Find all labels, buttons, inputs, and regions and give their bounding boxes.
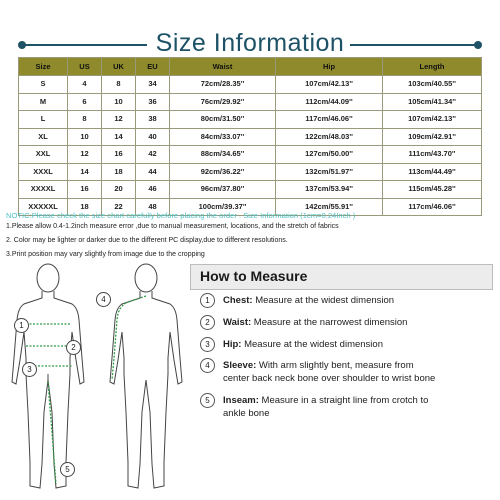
measure-item-inseam xyxy=(200,393,428,419)
size-table-cell: 10 xyxy=(102,93,136,111)
back-body-figure xyxy=(102,262,190,498)
size-table-cell: 16 xyxy=(102,146,136,164)
header-waist: Waist xyxy=(170,58,276,76)
title-dot-right xyxy=(474,41,482,49)
callout-3: 3 xyxy=(22,362,37,377)
size-table-row xyxy=(19,93,482,111)
title-line-right xyxy=(350,44,478,46)
header-length: Length xyxy=(383,58,482,76)
size-table-cell: 12 xyxy=(102,111,136,129)
size-table-row xyxy=(19,76,482,94)
measure-text: Measure at the narrowest dimension xyxy=(251,317,408,329)
size-table-cell: 122cm/48.03'' xyxy=(276,128,383,146)
size-table-row xyxy=(19,163,482,181)
size-table-cell: 36 xyxy=(136,93,170,111)
note-2: 2. Color may be lighter or darker due to the different PC display,due to different resolutions. xyxy=(6,237,288,244)
number-2-icon: 2 xyxy=(200,315,215,330)
size-table-cell: 100cm/39.37'' xyxy=(170,198,276,216)
number-4-icon: 4 xyxy=(200,358,215,373)
number-1-icon: 1 xyxy=(200,293,215,308)
measure-item-waist xyxy=(200,315,407,330)
size-table-cell: 20 xyxy=(102,181,136,199)
size-table-row xyxy=(19,128,482,146)
size-table-cell: 38 xyxy=(136,111,170,129)
size-table-cell: L xyxy=(19,111,68,129)
measure-label: Chest: xyxy=(223,295,253,307)
size-table-cell: 84cm/33.07'' xyxy=(170,128,276,146)
size-table-cell: 109cm/42.91'' xyxy=(383,128,482,146)
measure-label: Hip: xyxy=(223,339,242,351)
size-table-cell: 44 xyxy=(136,163,170,181)
header-us: US xyxy=(68,58,102,76)
header-hip: Hip xyxy=(276,58,383,76)
callout-4: 4 xyxy=(96,292,111,307)
size-table-cell: 12 xyxy=(68,146,102,164)
size-table-cell: 16 xyxy=(68,181,102,199)
size-table-cell: 115cm/45.28'' xyxy=(383,181,482,199)
size-table-cell: XXXXL xyxy=(19,181,68,199)
size-table-cell: 8 xyxy=(68,111,102,129)
size-table-cell: 22 xyxy=(102,198,136,216)
measure-text: With arm slightly bent, measure from xyxy=(256,360,414,372)
size-table-cell: 142cm/55.91'' xyxy=(276,198,383,216)
size-table-cell: 92cm/36.22'' xyxy=(170,163,276,181)
size-table-body xyxy=(19,76,482,216)
size-table-row xyxy=(19,146,482,164)
size-table-cell: 18 xyxy=(68,198,102,216)
size-table xyxy=(18,57,482,216)
measure-item-sleeve xyxy=(200,358,435,384)
size-table-cell: M xyxy=(19,93,68,111)
size-table-cell: 103cm/40.55'' xyxy=(383,76,482,94)
size-table-cell: 107cm/42.13'' xyxy=(276,76,383,94)
header-eu: EU xyxy=(136,58,170,76)
size-table-cell: 96cm/37.80'' xyxy=(170,181,276,199)
size-table-cell: 48 xyxy=(136,198,170,216)
size-table-cell: 6 xyxy=(68,93,102,111)
number-3-icon: 3 xyxy=(200,337,215,352)
measure-label: Sleeve: xyxy=(223,360,257,372)
size-table-cell: 127cm/50.00'' xyxy=(276,146,383,164)
size-table-cell: XL xyxy=(19,128,68,146)
size-table-cell: 117cm/46.06'' xyxy=(276,111,383,129)
size-table-cell: 42 xyxy=(136,146,170,164)
size-table-cell: 18 xyxy=(102,163,136,181)
size-table-cell: 137cm/53.94'' xyxy=(276,181,383,199)
measure-text-line2: ankle bone xyxy=(223,408,270,419)
size-table-cell: 72cm/28.35'' xyxy=(170,76,276,94)
measure-text: Measure at the widest dimension xyxy=(241,339,383,351)
size-table-cell: S xyxy=(19,76,68,94)
size-table-cell: 4 xyxy=(68,76,102,94)
size-table-cell: 34 xyxy=(136,76,170,94)
size-table-cell: 132cm/51.97'' xyxy=(276,163,383,181)
page-title: Size Information xyxy=(155,29,345,57)
measure-item-chest xyxy=(200,293,394,308)
number-5-icon: 5 xyxy=(200,393,215,408)
size-table-cell: 14 xyxy=(102,128,136,146)
size-table-cell: 105cm/41.34'' xyxy=(383,93,482,111)
size-table-cell: 76cm/29.92'' xyxy=(170,93,276,111)
size-table-cell: XXXL xyxy=(19,163,68,181)
size-table-cell: XXL xyxy=(19,146,68,164)
header-uk: UK xyxy=(102,58,136,76)
size-table-row xyxy=(19,181,482,199)
measure-text: Measure at the widest dimension xyxy=(252,295,395,307)
size-table-cell: 111cm/43.70'' xyxy=(383,146,482,164)
size-table-cell: 80cm/31.50'' xyxy=(170,111,276,129)
title-row xyxy=(0,29,500,58)
size-table-cell: 8 xyxy=(102,76,136,94)
size-table-cell: 10 xyxy=(68,128,102,146)
measure-item-hip xyxy=(200,337,383,352)
measure-text-line2: center back neck bone over shoulder to wrist bone xyxy=(223,373,436,384)
note-3: 3.Print position may vary slightly from image due to the cropping xyxy=(6,251,205,258)
size-table-row xyxy=(19,111,482,129)
callout-2: 2 xyxy=(66,340,81,355)
size-table-cell: 46 xyxy=(136,181,170,199)
size-table-cell: XXXXXL xyxy=(19,198,68,216)
size-table-cell: 14 xyxy=(68,163,102,181)
note-1: 1.Please allow 0.4-1.2inch measure error ,due to manual measurement, locations, and the stretch of fabrics xyxy=(6,223,339,230)
notice-text: NOTIC:Please check the size chart carefully before placing the order . Size Information (1cm=0.24Inch ) xyxy=(6,211,356,220)
callout-5: 5 xyxy=(60,462,75,477)
size-table-cell: 117cm/46.06'' xyxy=(383,198,482,216)
size-table-cell: 88cm/34.65'' xyxy=(170,146,276,164)
header-size: Size xyxy=(19,58,68,76)
measure-label: Waist: xyxy=(223,317,252,329)
size-table-header xyxy=(19,58,482,76)
size-table-cell: 107cm/42.13'' xyxy=(383,111,482,129)
size-table-cell: 113cm/44.49'' xyxy=(383,163,482,181)
how-to-measure-title: How to Measure xyxy=(200,268,308,284)
measure-label: Inseam: xyxy=(223,395,259,407)
size-table-cell: 40 xyxy=(136,128,170,146)
measure-text: Measure in a straight line from crotch to xyxy=(258,395,429,407)
front-body-figure xyxy=(4,262,92,498)
size-table-cell: 112cm/44.09'' xyxy=(276,93,383,111)
callout-1: 1 xyxy=(14,318,29,333)
